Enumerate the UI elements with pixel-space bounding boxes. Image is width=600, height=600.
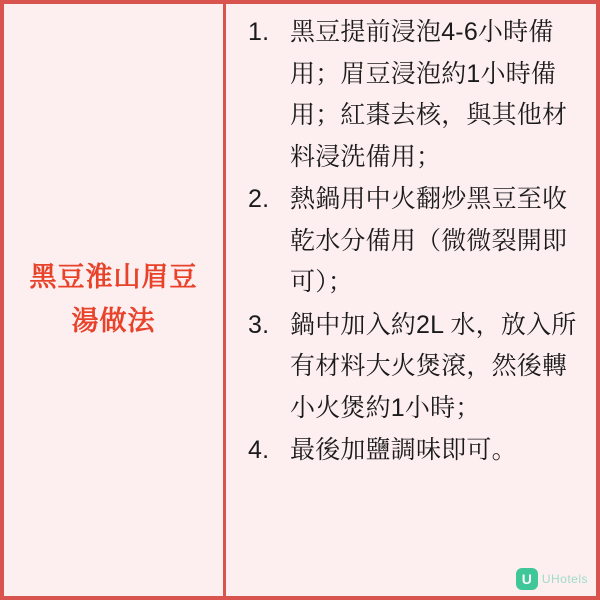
list-item: 熱鍋用中火翻炒黑豆至收乾水分備用（微微裂開即可）； <box>290 185 568 296</box>
watermark <box>516 568 588 590</box>
list-item: 最後加鹽調味即可。 <box>290 436 517 464</box>
list-item: 黑豆提前浸泡4-6小時備用；眉豆浸泡約1小時備用；紅棗去核，與其他材料浸洗備用； <box>290 18 568 171</box>
title-panel <box>4 4 226 596</box>
list-item: 鍋中加入約2L 水，放入所有材料大火煲滾，然後轉小火煲約1小時； <box>290 310 577 422</box>
watermark-logo-icon: U <box>516 568 538 590</box>
page-title: 黑豆淮山眉豆湯做法 <box>29 262 198 336</box>
watermark-label: UHotels <box>541 572 588 586</box>
steps-panel <box>226 4 596 596</box>
steps-list <box>244 12 580 472</box>
